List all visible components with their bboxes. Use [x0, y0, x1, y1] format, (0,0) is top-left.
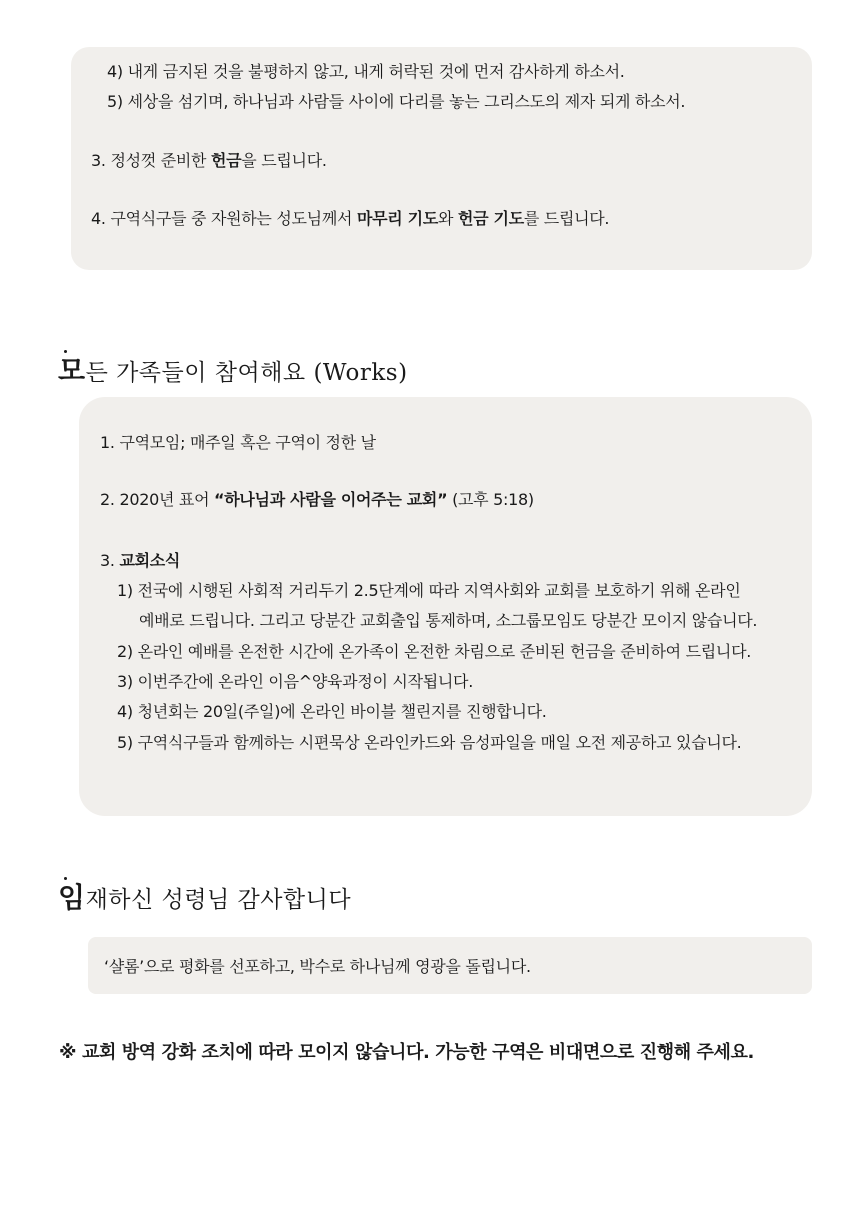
- works-item-2-suffix: (고후 5:18): [447, 490, 534, 509]
- spirit-heading-rest: 재하신 성령님 감사합니다: [85, 887, 352, 913]
- spirit-text: ‘샬롬’으로 평화를 선포하고, 박수로 하나님께 영광을 돌립니다.: [104, 957, 531, 976]
- works-heading: [58, 356, 408, 388]
- offering-item-3-suffix: 을 드립니다.: [241, 151, 327, 170]
- works-item-2: [100, 490, 534, 510]
- works-item-3-label: 3.: [100, 551, 120, 570]
- works-heading-rest: 든 가족들이 참여해요 (Works): [85, 360, 408, 386]
- works-item-2-motto: “하나님과 사람을 이어주는 교회”: [214, 490, 448, 509]
- offering-item-4-bold1: 마무리 기도: [356, 209, 438, 228]
- prayer-item-5: 5) 세상을 섬기며, 하나님과 사람들 사이에 다리를 놓는 그리스도의 제자 되게 하소서.: [107, 92, 686, 111]
- works-box: [79, 397, 812, 816]
- works-item-3: [100, 551, 180, 571]
- offering-item-4-prefix: 4. 구역식구들 중 자원하는 성도님께서: [91, 209, 357, 228]
- news-item-2: 2) 온라인 예배를 온전한 시간에 온가족이 온전한 차림으로 준비된 헌금을 준비하여 드립니다.: [117, 642, 752, 661]
- works-item-3-title: 교회소식: [119, 551, 181, 570]
- news-item-4: 4) 청년회는 20일(주일)에 온라인 바이블 챌린지를 진행합니다.: [117, 702, 547, 721]
- news-item-3: 3) 이번주간에 온라인 이음^양육과정이 시작됩니다.: [117, 672, 473, 691]
- spirit-heading: [58, 883, 351, 915]
- prayer-item-4: 4) 내게 금지된 것을 불평하지 않고, 내게 허락된 것에 먼저 감사하게 하소서.: [107, 62, 625, 81]
- offering-item-3-prefix: 3. 정성껏 준비한: [91, 151, 211, 170]
- offering-item-4: [91, 209, 609, 229]
- works-item-1: 1. 구역모임; 매주일 혹은 구역이 정한 날: [100, 433, 376, 452]
- offering-item-4-suffix: 를 드립니다.: [523, 209, 610, 228]
- spirit-heading-first: 임: [58, 881, 86, 914]
- news-item-1: 1) 전국에 시행된 사회적 거리두기 2.5단계에 따라 지역사회와 교회를 보호하기 위해 온라인: [117, 581, 741, 600]
- offering-item-4-bold2: 헌금 기도: [457, 209, 524, 228]
- offering-item-3-bold: 헌금: [210, 151, 242, 170]
- works-heading-first: 모: [58, 354, 86, 387]
- notice: ※ 교회 방역 강화 조치에 따라 모이지 않습니다. 가능한 구역은 비대면으로 진행해 주세요.: [59, 1042, 754, 1063]
- works-item-2-prefix: 2. 2020년 표어: [100, 490, 215, 509]
- news-item-5: 5) 구역식구들과 함께하는 시편묵상 온라인카드와 음성파일을 매일 오전 제공하고 있습니다.: [117, 733, 742, 752]
- offering-item-4-mid: 와: [438, 209, 458, 228]
- offering-item-3: [91, 151, 327, 171]
- news-item-1-cont: 예배로 드립니다. 그리고 당분간 교회출입 통제하며, 소그룹모임도 당분간 모이지 않습니다.: [139, 611, 758, 630]
